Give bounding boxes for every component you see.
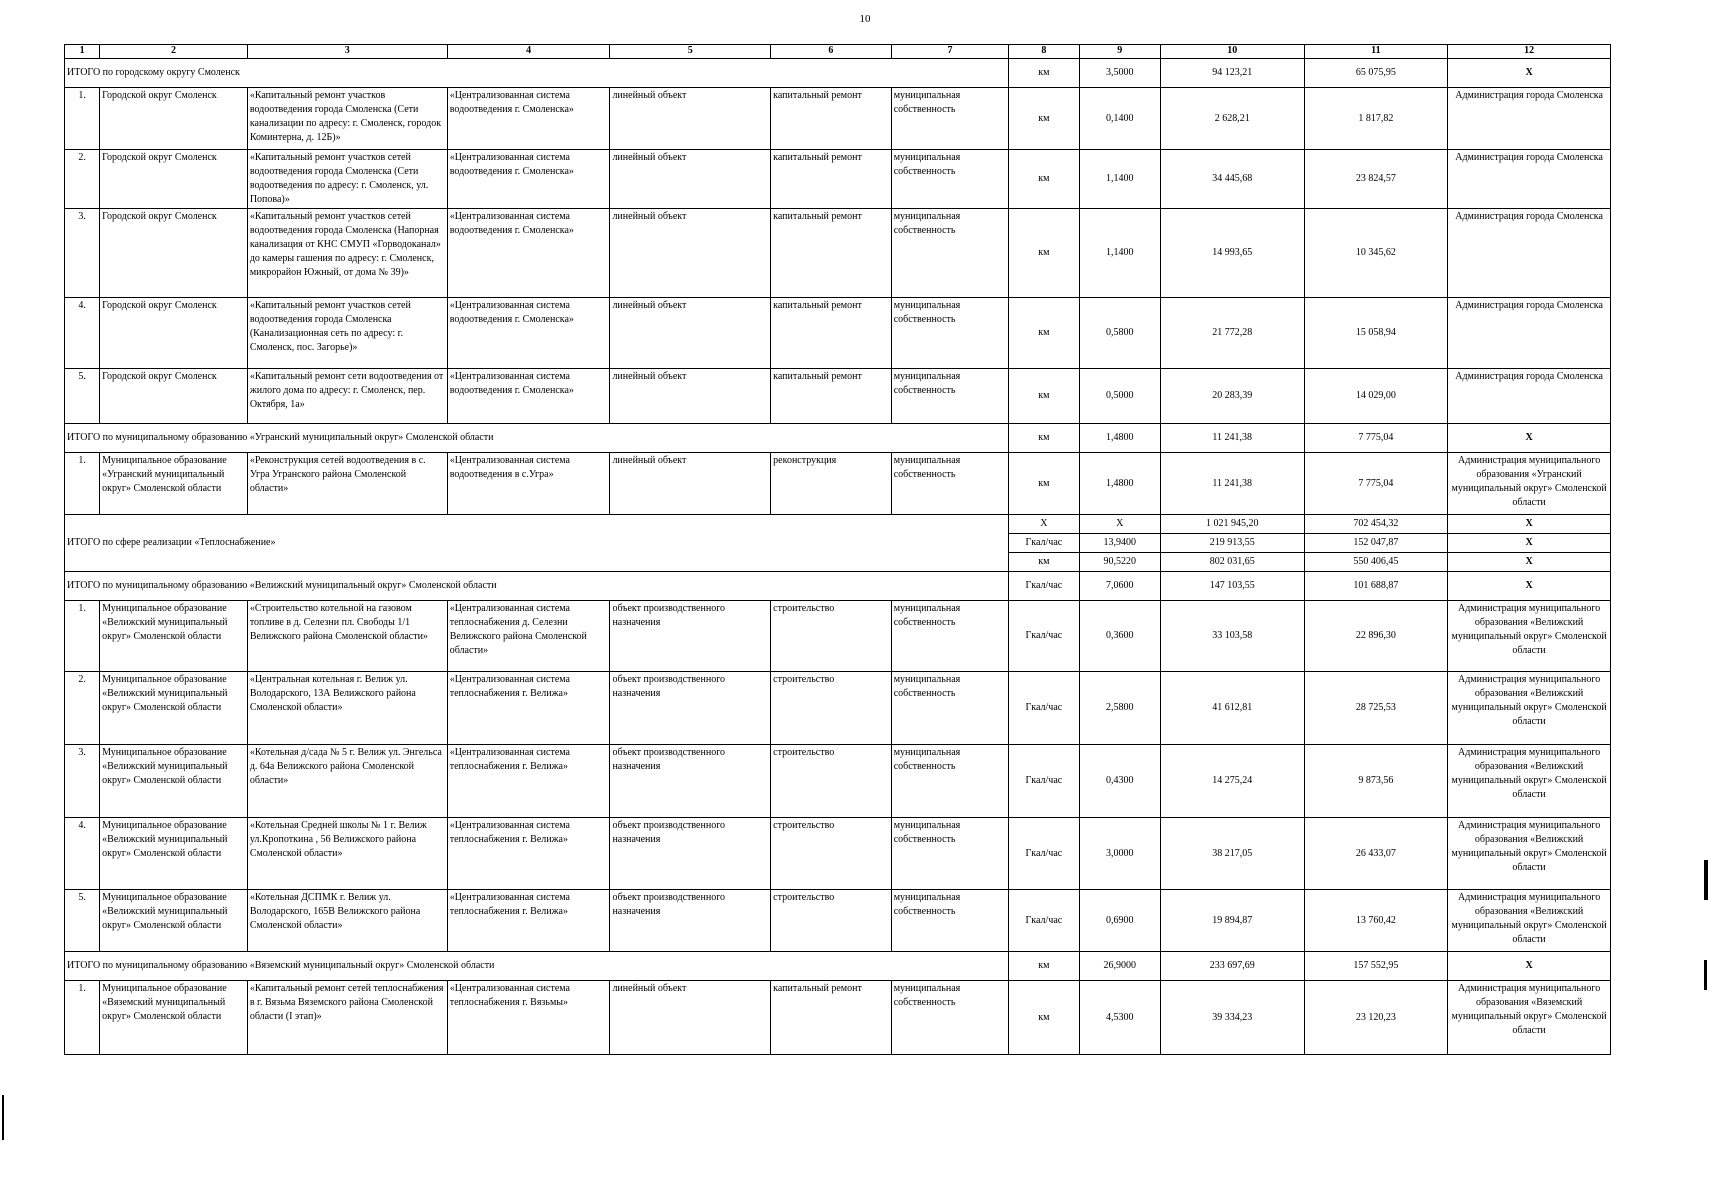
subtotal-label: ИТОГО по сфере реализации «Теплоснабжение» xyxy=(65,515,1009,572)
value-col10: 802 031,65 xyxy=(1160,553,1304,572)
value-col9: Х xyxy=(1079,515,1160,534)
column-number: 5 xyxy=(610,45,771,59)
subtotal-row xyxy=(65,59,1611,88)
table-row xyxy=(65,369,1611,424)
column-number: 1 xyxy=(65,45,100,59)
system-cell: «Централизованная система водоотведения г. Смоленска» xyxy=(447,88,610,150)
value-col11: 65 075,95 xyxy=(1304,59,1448,88)
system-cell: «Централизованная система водоотведения г. Смоленска» xyxy=(447,298,610,369)
row-number: 4. xyxy=(65,818,100,890)
municipality-cell: Муниципальное образование «Велижский муниципальный округ» Смоленской области xyxy=(100,745,248,818)
column-number: 10 xyxy=(1160,45,1304,59)
municipality-cell: Муниципальное образование «Велижский муниципальный округ» Смоленской области xyxy=(100,672,248,745)
work-type-cell: капитальный ремонт xyxy=(771,150,892,209)
column-number: 11 xyxy=(1304,45,1448,59)
object-type-cell: линейный объект xyxy=(610,369,771,424)
column-number-row xyxy=(65,45,1611,59)
value-col10: 38 217,05 xyxy=(1160,818,1304,890)
unit-cell: Гкал/час xyxy=(1009,745,1079,818)
table-row xyxy=(65,672,1611,745)
object-type-cell: линейный объект xyxy=(610,209,771,298)
column-number: 6 xyxy=(771,45,892,59)
work-type-cell: строительство xyxy=(771,890,892,952)
object-type-cell: линейный объект xyxy=(610,150,771,209)
value-col9: 0,5000 xyxy=(1079,369,1160,424)
value-col11: 15 058,94 xyxy=(1304,298,1448,369)
value-col9: 0,3600 xyxy=(1079,601,1160,672)
municipality-cell: Муниципальное образование «Угранский муниципальный округ» Смоленской области xyxy=(100,453,248,515)
subtotal-label: ИТОГО по муниципальному образованию «Вяземский муниципальный округ» Смоленской области xyxy=(65,952,1009,981)
object-type-cell: объект производственного назначения xyxy=(610,601,771,672)
value-col12: Х xyxy=(1448,59,1611,88)
subtotal-row xyxy=(65,424,1611,453)
row-number: 2. xyxy=(65,672,100,745)
table-row xyxy=(65,981,1611,1055)
municipality-cell: Городской округ Смоленск xyxy=(100,369,248,424)
table-row xyxy=(65,150,1611,209)
system-cell: «Централизованная система водоотведения г. Смоленска» xyxy=(447,150,610,209)
column-number: 12 xyxy=(1448,45,1611,59)
administrator-cell: Администрация муниципального образования «Угранский муниципальный округ» Смоленской области xyxy=(1448,453,1611,515)
unit-cell: км xyxy=(1009,88,1079,150)
value-col11: 157 552,95 xyxy=(1304,952,1448,981)
system-cell: «Централизованная система теплоснабжения г. Велижа» xyxy=(447,890,610,952)
ownership-cell: муниципальная собственность xyxy=(891,672,1009,745)
row-number: 1. xyxy=(65,88,100,150)
column-number: 3 xyxy=(247,45,447,59)
table-row xyxy=(65,601,1611,672)
unit-cell: Гкал/час xyxy=(1009,890,1079,952)
administrator-cell: Администрация города Смоленска xyxy=(1448,209,1611,298)
value-col10: 19 894,87 xyxy=(1160,890,1304,952)
value-col10: 14 993,65 xyxy=(1160,209,1304,298)
project-name-cell: «Котельная Средней школы № 1 г. Велиж ул.Кропоткина , 56 Велижского района Смоленской области» xyxy=(247,818,447,890)
work-type-cell: строительство xyxy=(771,745,892,818)
value-col11: 1 817,82 xyxy=(1304,88,1448,150)
value-col11: 26 433,07 xyxy=(1304,818,1448,890)
value-col10: 20 283,39 xyxy=(1160,369,1304,424)
value-col11: 9 873,56 xyxy=(1304,745,1448,818)
subtotal-row xyxy=(65,572,1611,601)
municipality-cell: Городской округ Смоленск xyxy=(100,209,248,298)
subtotal-row xyxy=(65,952,1611,981)
value-col10: 219 913,55 xyxy=(1160,534,1304,553)
system-cell: «Централизованная система теплоснабжения г. Велижа» xyxy=(447,745,610,818)
row-number: 1. xyxy=(65,981,100,1055)
project-name-cell: «Строительство котельной на газовом топливе в д. Селезни пл. Свободы 1/1 Велижского района Смоленской области» xyxy=(247,601,447,672)
value-col10: 41 612,81 xyxy=(1160,672,1304,745)
value-col12: Х xyxy=(1448,515,1611,534)
value-col11: 14 029,00 xyxy=(1304,369,1448,424)
unit-cell: Гкал/час xyxy=(1009,534,1079,553)
table-body xyxy=(65,45,1611,1055)
work-type-cell: капитальный ремонт xyxy=(771,88,892,150)
value-col10: 34 445,68 xyxy=(1160,150,1304,209)
project-name-cell: «Капитальный ремонт сети водоотведения от жилого дома по адресу: г. Смоленск, пер. Октября, 1а» xyxy=(247,369,447,424)
value-col9: 26,9000 xyxy=(1079,952,1160,981)
unit-cell: Х xyxy=(1009,515,1079,534)
value-col11: 23 120,23 xyxy=(1304,981,1448,1055)
unit-cell: км xyxy=(1009,150,1079,209)
administrator-cell: Администрация муниципального образования «Велижский муниципальный округ» Смоленской области xyxy=(1448,745,1611,818)
system-cell: «Централизованная система водоотведения г. Смоленска» xyxy=(447,369,610,424)
unit-cell: км xyxy=(1009,952,1079,981)
value-col10: 94 123,21 xyxy=(1160,59,1304,88)
table-row xyxy=(65,209,1611,298)
value-col11: 7 775,04 xyxy=(1304,424,1448,453)
value-col11: 23 824,57 xyxy=(1304,150,1448,209)
table-row xyxy=(65,890,1611,952)
row-number: 4. xyxy=(65,298,100,369)
administrator-cell: Администрация муниципального образования «Вяземский муниципальный округ» Смоленской области xyxy=(1448,981,1611,1055)
system-cell: «Централизованная система водоотведения в с.Угра» xyxy=(447,453,610,515)
value-col12: Х xyxy=(1448,424,1611,453)
value-col10: 11 241,38 xyxy=(1160,453,1304,515)
administrator-cell: Администрация муниципального образования «Велижский муниципальный округ» Смоленской области xyxy=(1448,672,1611,745)
value-col9: 1,1400 xyxy=(1079,209,1160,298)
value-col11: 13 760,42 xyxy=(1304,890,1448,952)
object-type-cell: объект производственного назначения xyxy=(610,890,771,952)
value-col9: 0,6900 xyxy=(1079,890,1160,952)
scan-mark xyxy=(2,1095,4,1140)
row-number: 5. xyxy=(65,890,100,952)
administrator-cell: Администрация города Смоленска xyxy=(1448,298,1611,369)
row-number: 3. xyxy=(65,209,100,298)
value-col9: 1,4800 xyxy=(1079,424,1160,453)
value-col11: 22 896,30 xyxy=(1304,601,1448,672)
unit-cell: км xyxy=(1009,553,1079,572)
system-cell: «Централизованная система водоотведения г. Смоленска» xyxy=(447,209,610,298)
object-type-cell: линейный объект xyxy=(610,88,771,150)
value-col9: 0,4300 xyxy=(1079,745,1160,818)
value-col9: 0,1400 xyxy=(1079,88,1160,150)
work-type-cell: строительство xyxy=(771,672,892,745)
value-col9: 1,1400 xyxy=(1079,150,1160,209)
work-type-cell: капитальный ремонт xyxy=(771,981,892,1055)
value-col10: 1 021 945,20 xyxy=(1160,515,1304,534)
object-type-cell: объект производственного назначения xyxy=(610,745,771,818)
project-name-cell: «Котельная ДСПМК г. Велиж ул. Володарского, 165В Велижского района Смоленской области» xyxy=(247,890,447,952)
value-col12: Х xyxy=(1448,952,1611,981)
subtotal-label: ИТОГО по муниципальному образованию «Угранский муниципальный округ» Смоленской области xyxy=(65,424,1009,453)
column-number: 7 xyxy=(891,45,1009,59)
value-col10: 11 241,38 xyxy=(1160,424,1304,453)
value-col9: 3,5000 xyxy=(1079,59,1160,88)
column-number: 2 xyxy=(100,45,248,59)
project-name-cell: «Капитальный ремонт сетей теплоснабжения в г. Вязьма Вяземского района Смоленской области (I этап)» xyxy=(247,981,447,1055)
ownership-cell: муниципальная собственность xyxy=(891,601,1009,672)
ownership-cell: муниципальная собственность xyxy=(891,453,1009,515)
project-name-cell: «Капитальный ремонт участков сетей водоотведения города Смоленска (Сети водоотведения по адресу: г. Смоленск, ул. Попова)» xyxy=(247,150,447,209)
unit-cell: Гкал/час xyxy=(1009,572,1079,601)
value-col11: 10 345,62 xyxy=(1304,209,1448,298)
system-cell: «Централизованная система теплоснабжения г. Велижа» xyxy=(447,818,610,890)
investment-table xyxy=(64,44,1611,1055)
administrator-cell: Администрация муниципального образования «Велижский муниципальный округ» Смоленской области xyxy=(1448,818,1611,890)
subtotal-label: ИТОГО по муниципальному образованию «Велижский муниципальный округ» Смоленской области xyxy=(65,572,1009,601)
scan-mark xyxy=(1704,960,1707,990)
unit-cell: Гкал/час xyxy=(1009,818,1079,890)
unit-cell: км xyxy=(1009,981,1079,1055)
value-col12: Х xyxy=(1448,572,1611,601)
unit-cell: км xyxy=(1009,209,1079,298)
ownership-cell: муниципальная собственность xyxy=(891,209,1009,298)
page-number: 10 xyxy=(859,13,871,25)
value-col10: 147 103,55 xyxy=(1160,572,1304,601)
unit-cell: Гкал/час xyxy=(1009,672,1079,745)
row-number: 1. xyxy=(65,601,100,672)
work-type-cell: капитальный ремонт xyxy=(771,369,892,424)
municipality-cell: Муниципальное образование «Велижский муниципальный округ» Смоленской области xyxy=(100,818,248,890)
value-col10: 39 334,23 xyxy=(1160,981,1304,1055)
value-col11: 28 725,53 xyxy=(1304,672,1448,745)
row-number: 5. xyxy=(65,369,100,424)
municipality-cell: Муниципальное образование «Велижский муниципальный округ» Смоленской области xyxy=(100,890,248,952)
municipality-cell: Муниципальное образование «Велижский муниципальный округ» Смоленской области xyxy=(100,601,248,672)
administrator-cell: Администрация города Смоленска xyxy=(1448,150,1611,209)
row-number: 2. xyxy=(65,150,100,209)
column-number: 8 xyxy=(1009,45,1079,59)
value-col12: Х xyxy=(1448,553,1611,572)
project-name-cell: «Капитальный ремонт участков водоотведения города Смоленска (Сети канализации по адресу: г. Смоленск, городок Коминтерна, д. 12Б)» xyxy=(247,88,447,150)
unit-cell: км xyxy=(1009,59,1079,88)
ownership-cell: муниципальная собственность xyxy=(891,369,1009,424)
row-number: 1. xyxy=(65,453,100,515)
value-col10: 14 275,24 xyxy=(1160,745,1304,818)
subtotal-label: ИТОГО по городскому округу Смоленск xyxy=(65,59,1009,88)
value-col11: 101 688,87 xyxy=(1304,572,1448,601)
value-col11: 7 775,04 xyxy=(1304,453,1448,515)
municipality-cell: Городской округ Смоленск xyxy=(100,150,248,209)
ownership-cell: муниципальная собственность xyxy=(891,981,1009,1055)
ownership-cell: муниципальная собственность xyxy=(891,745,1009,818)
project-name-cell: «Капитальный ремонт участков сетей водоотведения города Смоленска (Напорная канализация от КНС СМУП «Горводоканал» до камеры гашения по адресу: г. Смоленск, микрорайон Южный, от дома № 39)» xyxy=(247,209,447,298)
row-number: 3. xyxy=(65,745,100,818)
municipality-cell: Городской округ Смоленск xyxy=(100,88,248,150)
administrator-cell: Администрация муниципального образования «Велижский муниципальный округ» Смоленской области xyxy=(1448,890,1611,952)
ownership-cell: муниципальная собственность xyxy=(891,818,1009,890)
value-col9: 90,5220 xyxy=(1079,553,1160,572)
scan-mark xyxy=(1704,860,1708,900)
object-type-cell: объект производственного назначения xyxy=(610,818,771,890)
object-type-cell: линейный объект xyxy=(610,453,771,515)
value-col9: 2,5800 xyxy=(1079,672,1160,745)
value-col9: 4,5300 xyxy=(1079,981,1160,1055)
work-type-cell: капитальный ремонт xyxy=(771,209,892,298)
value-col9: 0,5800 xyxy=(1079,298,1160,369)
project-name-cell: «Капитальный ремонт участков сетей водоотведения города Смоленска (Канализационная сеть по адресу: г. Смоленск, пос. Загорье)» xyxy=(247,298,447,369)
value-col11: 152 047,87 xyxy=(1304,534,1448,553)
work-type-cell: капитальный ремонт xyxy=(771,298,892,369)
unit-cell: км xyxy=(1009,424,1079,453)
administrator-cell: Администрация города Смоленска xyxy=(1448,88,1611,150)
column-number: 9 xyxy=(1079,45,1160,59)
system-cell: «Централизованная система теплоснабжения г. Велижа» xyxy=(447,672,610,745)
ownership-cell: муниципальная собственность xyxy=(891,298,1009,369)
value-col12: Х xyxy=(1448,534,1611,553)
project-name-cell: «Центральная котельная г. Велиж ул. Володарского, 13А Велижского района Смоленской области» xyxy=(247,672,447,745)
work-type-cell: строительство xyxy=(771,601,892,672)
table-row xyxy=(65,745,1611,818)
administrator-cell: Администрация муниципального образования «Велижский муниципальный округ» Смоленской области xyxy=(1448,601,1611,672)
municipality-cell: Городской округ Смоленск xyxy=(100,298,248,369)
unit-cell: км xyxy=(1009,369,1079,424)
unit-cell: Гкал/час xyxy=(1009,601,1079,672)
work-type-cell: реконструкция xyxy=(771,453,892,515)
value-col11: 702 454,32 xyxy=(1304,515,1448,534)
value-col9: 13,9400 xyxy=(1079,534,1160,553)
work-type-cell: строительство xyxy=(771,818,892,890)
value-col9: 3,0000 xyxy=(1079,818,1160,890)
administrator-cell: Администрация города Смоленска xyxy=(1448,369,1611,424)
ownership-cell: муниципальная собственность xyxy=(891,88,1009,150)
project-name-cell: «Реконструкция сетей водоотведения в с. Угра Угранского района Смоленской области» xyxy=(247,453,447,515)
value-col9: 7,0600 xyxy=(1079,572,1160,601)
table-row xyxy=(65,298,1611,369)
table-row xyxy=(65,88,1611,150)
value-col10: 2 628,21 xyxy=(1160,88,1304,150)
unit-cell: км xyxy=(1009,453,1079,515)
system-cell: «Централизованная система теплоснабжения г. Вязьмы» xyxy=(447,981,610,1055)
value-col10: 21 772,28 xyxy=(1160,298,1304,369)
value-col9: 1,4800 xyxy=(1079,453,1160,515)
ownership-cell: муниципальная собственность xyxy=(891,890,1009,952)
unit-cell: км xyxy=(1009,298,1079,369)
subtotal-row xyxy=(65,515,1611,534)
table-row xyxy=(65,818,1611,890)
table-row xyxy=(65,453,1611,515)
value-col10: 33 103,58 xyxy=(1160,601,1304,672)
object-type-cell: объект производственного назначения xyxy=(610,672,771,745)
municipality-cell: Муниципальное образование «Вяземский муниципальный округ» Смоленской области xyxy=(100,981,248,1055)
object-type-cell: линейный объект xyxy=(610,298,771,369)
object-type-cell: линейный объект xyxy=(610,981,771,1055)
system-cell: «Централизованная система теплоснабжения д. Селезни Велижского района Смоленской области» xyxy=(447,601,610,672)
value-col10: 233 697,69 xyxy=(1160,952,1304,981)
value-col11: 550 406,45 xyxy=(1304,553,1448,572)
ownership-cell: муниципальная собственность xyxy=(891,150,1009,209)
column-number: 4 xyxy=(447,45,610,59)
project-name-cell: «Котельная д/сада № 5 г. Велиж ул. Энгельса д. 64а Велижского района Смоленской области» xyxy=(247,745,447,818)
